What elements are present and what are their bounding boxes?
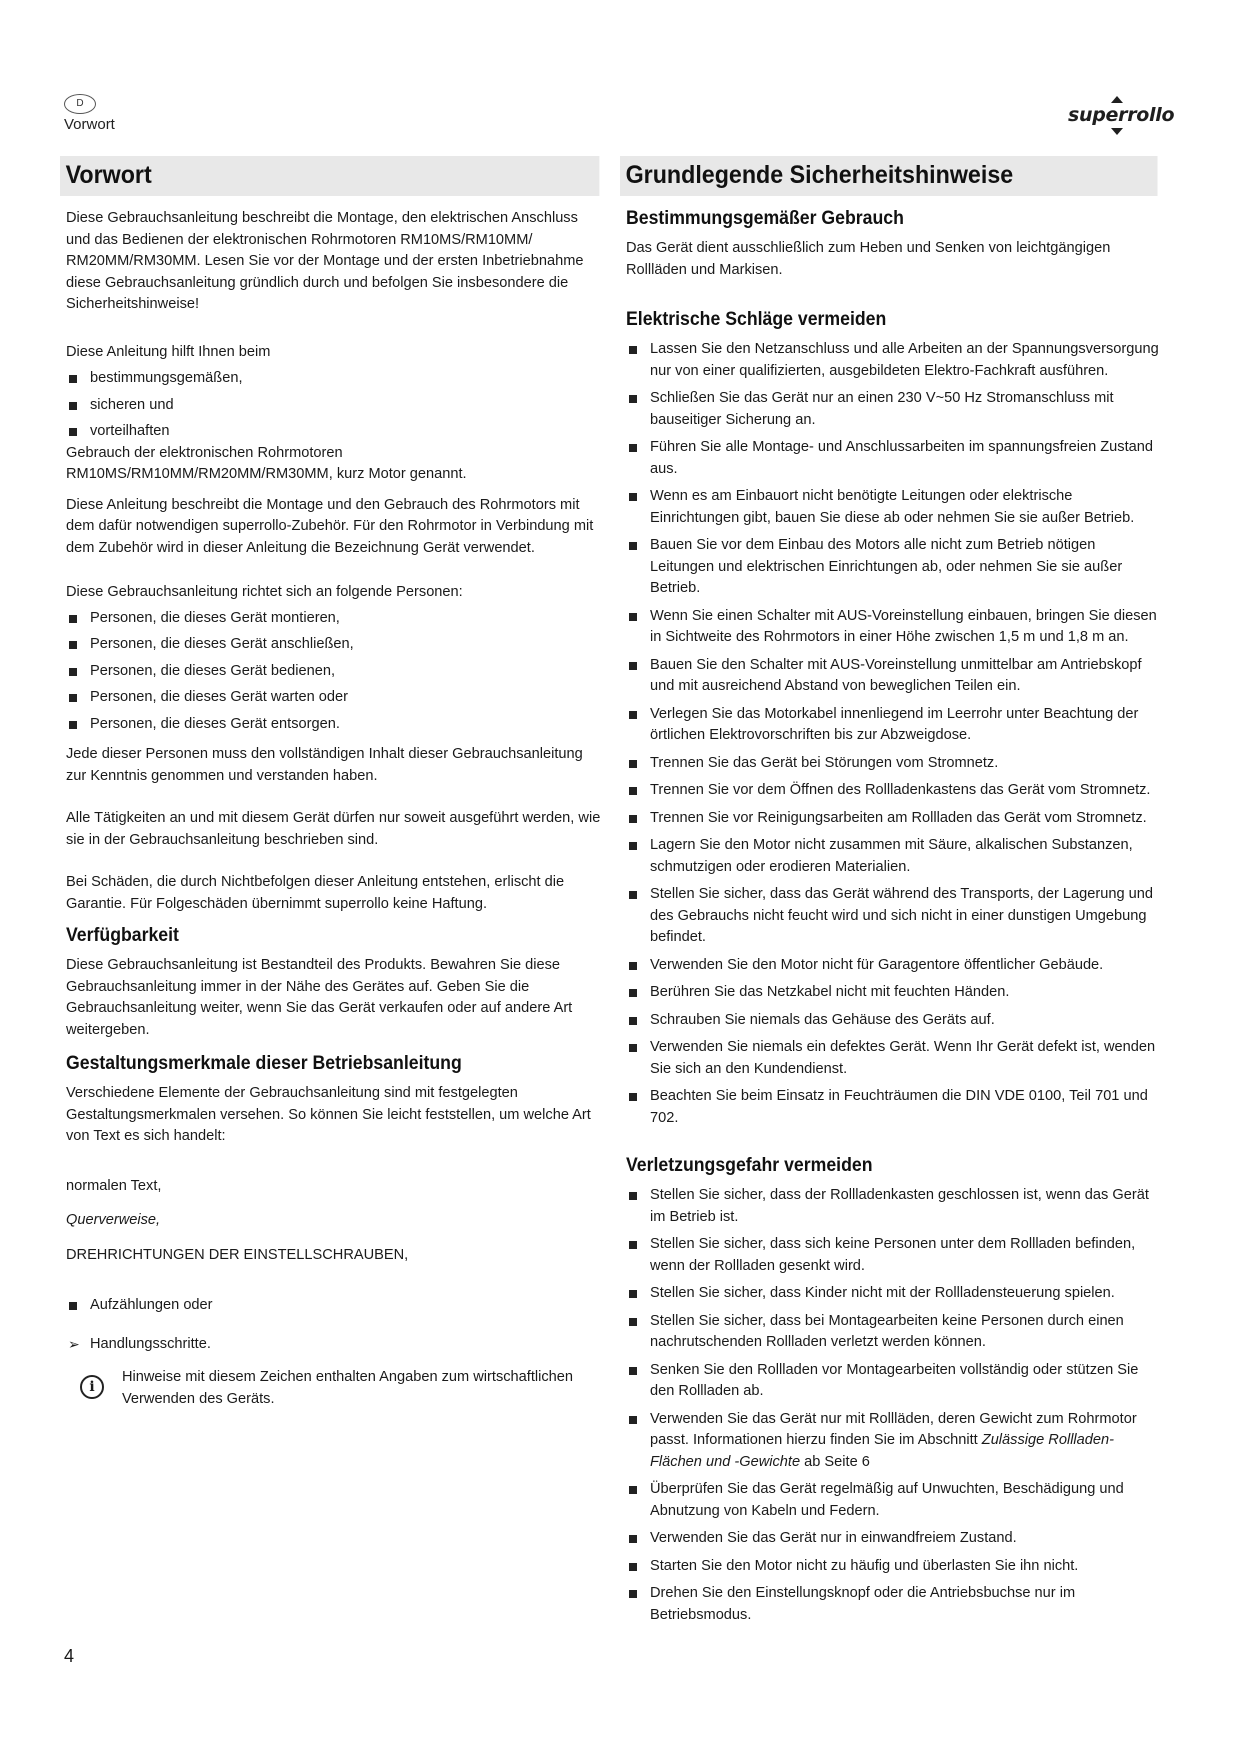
screw-directions-example: DREHRICHTUNGEN DER EINSTELLSCHRAUBEN,: [66, 1246, 409, 1263]
section-title-vorwort: Vorwort: [60, 156, 599, 196]
list-item: Drehen Sie den Einstellungsknopf oder die Antriebsbuchse nur im Betriebsmodus.: [626, 1583, 1160, 1626]
left-column: [60, 156, 602, 1410]
list-item: vorteilhaften: [66, 421, 602, 443]
electric-shock-heading: Elektrische Schläge vermeiden: [626, 309, 887, 330]
helps-intro: Diese Anleitung hilft Ihnen beim: [66, 343, 271, 360]
list-item: Lassen Sie den Netzanschluss und alle Arbeiten an der Spannungsversorgung nur von einer qualifizierten, ausgebildeten Elektro-Fachkraft ausführen.: [626, 339, 1160, 382]
list-item: Starten Sie den Motor nicht zu häufig und überlasten Sie ihn nicht.: [626, 1556, 1160, 1578]
weight-cross-reference: Zulässige Rollladen-Flächen und -Gewichte: [650, 1432, 1115, 1470]
list-item: Trennen Sie das Gerät bei Störungen vom Stromnetz.: [626, 753, 1160, 775]
list-item: Aufzählungen oder: [66, 1295, 602, 1317]
normal-text-example: normalen Text,: [66, 1177, 162, 1194]
injury-heading: Verletzungsgefahr vermeiden: [626, 1155, 873, 1176]
list-item: Bauen Sie vor dem Einbau des Motors alle nicht zum Betrieb nötigen Leitungen und elektrischen Einrichtungen ab, oder nehmen Sie sie außer Betrieb.: [626, 535, 1160, 600]
helps-list: [60, 368, 602, 443]
persons-intro: Diese Gebrauchsanleitung richtet sich an folgende Personen:: [66, 584, 463, 600]
section-title-safety: Grundlegende Sicherheitshinweise: [620, 156, 1157, 196]
list-item: Personen, die dieses Gerät entsorgen.: [66, 714, 602, 736]
arrow-right-icon: ➢: [68, 1335, 80, 1352]
list-item: Schrauben Sie niemals das Gehäuse des Geräts auf.: [626, 1010, 1160, 1032]
list-item: Personen, die dieses Gerät montieren,: [66, 608, 602, 630]
info-icon: i: [80, 1375, 104, 1399]
list-item: Bauen Sie den Schalter mit AUS-Voreinstellung unmittelbar am Antriebskopf und mit ausreichend Abstand von beweglichen Teilen ein.: [626, 655, 1160, 698]
availability-heading: Verfügbarkeit: [66, 925, 179, 946]
scope-paragraph: Diese Anleitung beschreibt die Montage und den Gebrauch des Rohrmotors mit dem dafür notwendigen superrollo-Zubehör. Für den Rohrmotor in Verbindung mit dem Zubehör wird in dieser Anleitung die Bezeichnung Gerät verwendet.: [66, 496, 594, 556]
language-badge: D: [64, 94, 96, 114]
list-item: Schließen Sie das Gerät nur an einen 230 V~50 Hz Stromanschluss mit bauseitiger Sicherung an.: [626, 388, 1160, 431]
list-item: Trennen Sie vor Reinigungsarbeiten am Rollladen das Gerät vom Stromnetz.: [626, 808, 1160, 830]
cross-reference-example: Querverweise,: [66, 1212, 161, 1228]
list-item: Verwenden Sie das Gerät nur in einwandfreiem Zustand.: [626, 1528, 1160, 1550]
list-item: bestimmungsgemäßen,: [66, 368, 602, 390]
list-item: Verwenden Sie den Motor nicht für Garagentore öffentlicher Gebäude.: [626, 955, 1160, 977]
list-item: Personen, die dieses Gerät warten oder: [66, 687, 602, 709]
persons-list: [60, 608, 602, 736]
weight-text-post: ab Seite 6: [800, 1453, 870, 1470]
list-item: Lagern Sie den Motor nicht zusammen mit Säure, alkalischen Substanzen, schmutzigen oder erodieren Materialien.: [626, 835, 1160, 878]
list-item: Beachten Sie beim Einsatz in Feuchträumen die DIN VDE 0100, Teil 701 und 702.: [626, 1086, 1160, 1129]
weight-text-pre: Verwenden Sie das Gerät nur mit Rollläden, deren Gewicht zum Rohrmotor passt. Informationen hierzu finden Sie im Abschnitt: [650, 1410, 1137, 1448]
header-section-title: Vorwort: [64, 116, 115, 133]
list-item: Verlegen Sie das Motorkabel innenliegend im Leerrohr unter Beachtung der örtlichen Elektrovorschriften bis zur Abzweigdose.: [626, 704, 1160, 747]
list-item: Trennen Sie vor dem Öffnen des Rollladenkastens das Gerät vom Stromnetz.: [626, 780, 1160, 802]
design-heading: Gestaltungsmerkmale dieser Betriebsanleitung: [66, 1053, 462, 1074]
right-column: [620, 156, 1160, 1632]
intro-paragraph: Diese Gebrauchsanleitung beschreibt die Montage, den elektrischen Anschluss und das Bedienen der elektronischen Rohrmotoren RM10MS/RM10MM/ RM20MM/RM30MM. Lesen Sie vor der Montage und der ersten Inbetriebnahme diese Gebrauchsanleitung gründlich durch und befolgen Sie insbesondere die Sicherheitshinweise!: [66, 210, 584, 312]
list-item: Senken Sie den Rollladen vor Montagearbeiten vollständig oder stützen Sie den Rollladen ab.: [626, 1360, 1160, 1403]
list-item: Personen, die dieses Gerät anschließen,: [66, 634, 602, 656]
list-item: Berühren Sie das Netzkabel nicht mit feuchten Händen.: [626, 982, 1160, 1004]
info-note: [66, 1367, 602, 1410]
list-item: sicheren und: [66, 395, 602, 417]
intended-use-paragraph: Das Gerät dient ausschließlich zum Heben und Senken von leichtgängigen Rollläden und Markisen.: [626, 240, 1111, 278]
damage-paragraph: Bei Schäden, die durch Nichtbefolgen dieser Anleitung entstehen, erlischt die Garantie. Für Folgeschäden übernimmt superrollo keine Haftung.: [66, 874, 565, 912]
step-example: [66, 1334, 602, 1356]
list-item: Verwenden Sie niemals ein defektes Gerät. Wenn Ihr Gerät defekt ist, wenden Sie sich an den Kundendienst.: [626, 1037, 1160, 1080]
list-item: Führen Sie alle Montage- und Anschlussarbeiten im spannungsfreien Zustand aus.: [626, 437, 1160, 480]
list-item: Stellen Sie sicher, dass das Gerät während des Transports, der Lagerung und des Gebrauchs nicht feucht wird und sich nicht in einer dunstigen Umgebung befindet.: [626, 884, 1160, 949]
design-paragraph: Verschiedene Elemente der Gebrauchsanleitung sind mit festgelegten Gestaltungsmerkmalen versehen. So können Sie leicht feststellen, um welche Art von Text es sich handelt:: [66, 1085, 591, 1144]
brand-logo: [1068, 104, 1174, 126]
logo-text: superrollo: [1068, 104, 1175, 126]
intended-use-heading: Bestimmungsgemäßer Gebrauch: [626, 208, 904, 229]
list-item: Stellen Sie sicher, dass sich keine Personen unter dem Rollladen befinden, wenn der Rollladen gesenkt wird.: [626, 1234, 1160, 1277]
list-item: Stellen Sie sicher, dass bei Montagearbeiten keine Personen durch einen nachrutschenden Rollladen verletzt werden können.: [626, 1311, 1160, 1354]
list-item: Stellen Sie sicher, dass der Rollladenkasten geschlossen ist, wenn das Gerät im Betrieb ist.: [626, 1185, 1160, 1228]
list-item: Personen, die dieses Gerät bedienen,: [66, 661, 602, 683]
helps-outro: Gebrauch der elektronischen Rohrmotoren RM10MS/RM10MM/RM20MM/RM30MM, kurz Motor genannt.: [66, 444, 467, 482]
list-item: Wenn Sie einen Schalter mit AUS-Voreinstellung einbauen, bringen Sie diesen in Sichtweite des Rohrmotors in einer Höhe zwischen 1,5 m und 1,8 m an.: [626, 606, 1160, 649]
activities-paragraph: Alle Tätigkeiten an und mit diesem Gerät dürfen nur soweit ausgeführt werden, wie sie in der Gebrauchsanleitung beschrieben sind.: [66, 810, 601, 848]
step-example-text: Handlungsschritte.: [90, 1335, 211, 1352]
persons-outro: Jede dieser Personen muss den vollständigen Inhalt dieser Gebrauchsanleitung zur Kenntnis genommen und verstanden haben.: [66, 746, 583, 784]
info-note-text: Hinweise mit diesem Zeichen enthalten Angaben zum wirtschaftlichen Verwenden des Geräts.: [122, 1369, 574, 1407]
logo-arrow-up-icon: [1111, 96, 1123, 103]
logo-arrow-down-icon: [1111, 128, 1123, 135]
injury-list: [620, 1185, 1160, 1626]
electric-shock-list: [620, 339, 1160, 1129]
page-number: 4: [64, 1646, 75, 1666]
availability-paragraph: Diese Gebrauchsanleitung ist Bestandteil des Produkts. Bewahren Sie diese Gebrauchsanleitung immer in der Nähe des Gerätes auf. Geben Sie die Gebrauchsanleitung weiter, wenn Sie das Gerät verkaufen oder auf andere Art weitergeben.: [66, 957, 573, 1038]
list-item: Wenn es am Einbauort nicht benötigte Leitungen oder elektrische Einrichtungen gibt, bauen Sie diese ab oder nehmen Sie sie außer Betrieb.: [626, 486, 1160, 529]
list-item: Überprüfen Sie das Gerät regelmäßig auf Unwuchten, Beschädigung und Abnutzung von Kabeln und Federn.: [626, 1479, 1160, 1522]
enum-example-list: [60, 1295, 602, 1317]
list-item: Stellen Sie sicher, dass Kinder nicht mit der Rollladensteuerung spielen.: [626, 1283, 1160, 1305]
list-item-weight: [626, 1409, 1160, 1474]
